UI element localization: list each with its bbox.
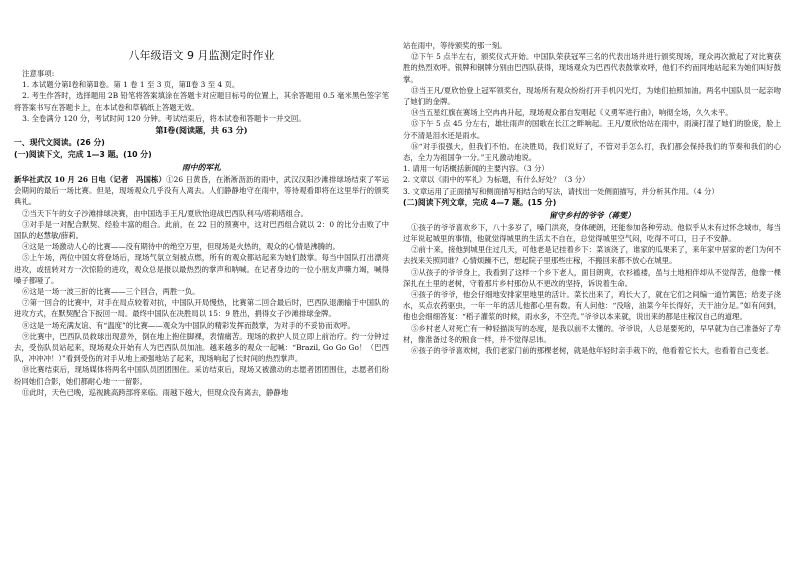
article-2-title: 留守乡村的爷爷（蒋雯） [549, 210, 635, 220]
dateline: 新华社武汉 10 月 26 日电（记者 冯国栋） [14, 175, 167, 185]
paragraph-11: ⑪此时，天色已晚，巡视跳高跨部将来临。雨越下越大，但现众没有离去，静静地 [22, 387, 289, 397]
notice-item-1: 1. 本试题分第Ⅰ卷和第Ⅱ卷。第 1 卷 1 至 3 页，第Ⅱ卷 3 至 4 页。 [22, 80, 240, 90]
article-2-paragraph-6: ⑥孩子的爷爷喜欢树，我们老家门前的那棵老树，就是他年轻时亲手栽下的，他看着它长大，也看着自己变老。 [411, 346, 774, 356]
paragraph-9: ⑨比赛中，巴西队员救球出现意外，倒在地上抱住脚裸，表情痛苦。现场的救护人员立即上前治疗。约一分钟过去，受伤队员站起来，现场观众开始有人为巴西队员加油。越来越多的观众一起喊：“Brazil, Go Go Go！（巴西队，冲冲冲！）”看到受伤的对手从地上顽强地站了起来，现场响起了长时间的热烈掌声。 [14, 331, 389, 364]
notice-title: 注意事项: [22, 69, 55, 78]
section-1-heading: 一、现代文阅读。(26 分) [14, 138, 105, 148]
notice-item-2: 2. 考生作答时，选择题用 2B 铅笔将答案填涂在答题卡对应题目标号的位置上，其余答题用 0.5 毫米黑色签字笔将答案书写在答题卡上，在本试卷和草稿纸上答题无效。 [14, 91, 389, 112]
paragraph-2: ②当天下午的女子沙滩排球决赛，由中国选手王凡/夏欣怡迎战巴西队利马/塔莉塔组合。 [22, 208, 308, 218]
paragraph-15: ⑮下午 5 点 45 分左右，雄壮雨声的国歌在长江之畔响起。王凡/夏欣怡站在雨中，雨滴打湿了她们的脸庞，脸上分不清是泪水还是雨水。 [403, 119, 781, 140]
paragraph-7: ⑦第一回合的比赛中，对手在局点较着对抗，中国队开局慢热，比赛第二回合最后时，巴西队退潮输于中国队的进攻方式，在默契配合下扳回一局。最终中国队在决胜局以 15：9 胜出，捐得女子沙滩排球金牌。 [14, 298, 389, 319]
notice-item-3: 3. 全卷满分 120 分，考试时间 120 分钟。考试结束后，将本试卷和答题卡一并交回。 [22, 113, 306, 123]
article-2-paragraph-1: ①孩子的爷爷喜欢乡下，八十多岁了，嗓门洪亮，身体硬朗，还能参加各种劳动。他似乎从未有过怀念城市，每当过年说起城里的事情，他就觉得城里的生活太不自在，总觉得城里空气闷，吃得不可口，日子不安静。 [403, 222, 781, 244]
paragraph-14: ⑭当五星红旗在赛场上空冉冉升起，现场观众都自发唱起《义勇军进行曲》，响彻全场，久久未平。 [411, 108, 733, 118]
article-1-title: 雨中的军礼 [182, 163, 221, 173]
page-title: 八年级语文 9 月监测定时作业 [128, 49, 275, 62]
left-column [14, 0, 389, 561]
right-column [403, 0, 781, 561]
part1-title: 第Ⅰ卷(阅读题，共 63 分) [155, 125, 248, 136]
paragraph-16: ⑯“对手很强大，但我们不怕。在决胜局，我们说好了，不管对手怎么打，我们都会保持我们的节奏和我们的心态，全力为祖国争一分。”王凡激动地说。 [403, 141, 781, 163]
paragraph-4: ④这是一场激动人心的比赛——没有期待中的绝空万里，但现场是火热的，观众的心情是沸腾的。 [22, 242, 340, 252]
question-1: 1. 请用一句话概括新闻的主要内容。（3 分） [403, 164, 549, 174]
paragraph-12: ⑫下午 5 点半左右，颁奖仪式开始。中国队荣获冠军三名的代表出场并进行颁奖现场，现众再次掀起了对比赛获胜的热烈欢呼。银牌和铜牌分别由巴西队获得，现场观众为巴西代表鼓掌欢呼，他们不约而同地站起来为她们叫好鼓掌。 [403, 52, 781, 84]
question-2: 2. 文章以《雨中的军礼》为标题，有什么好处？（3 分） [403, 175, 590, 185]
article-2-paragraph-4: ④孩子的爷爷，他会仔细地安排家里地里的活计。菜长出来了，鸡长大了，就在它们之间编一道竹篱笆；给麦子浇水，买点农药驱虫，一年一年的活儿他都心里有数。有人问他：“没啥，油菜今年长得好，天干油分足。”如有问到，他也会细细答复：“稻子灌浆的时候，雨水多，不空壳。”爷爷以本来就，说出来的都是庄稼汉自己的道理。 [403, 290, 781, 322]
paragraph-8: ⑧这是一场充满友谊、有“温度”的比赛——观众为中国队的精彩发挥而鼓掌，为对手的不妥协而欢呼。 [22, 320, 355, 330]
article-2-paragraph-2: ②前十来，接他到城里住过几天，可他老是记挂着乡下：菜该浇了，谁家的瓜果来了，来年家中居家的老门为何不去找来关照同谁？心情烦躁不已，想起院子里那些庄稼，不搬回来都不放心在城里。 [403, 245, 781, 266]
paragraph-10: ⑩比赛结束后，现场媒体将两名中国队员团团围住。采访结束后，现场又被激动的志愿者团团围住，志愿者们纷纷同她们合影，她们都耐心地一一留影。 [14, 365, 389, 386]
paragraph-11-cont: 站在雨中，等待颁奖的那一刻。 [403, 41, 507, 50]
subsection-2-heading: (二)阅读下列文章，完成 4—7 题。(15 分) [403, 197, 557, 207]
paragraph-13: ⑬当王凡/夏欣怡登上冠军领奖台，现场所有观众纷纷打开手机闪光灯，为她们拍照加油。两名中国队员一起亲吻了她们的金牌。 [403, 85, 781, 107]
question-3: 3. 文章运用了正面描写和侧面描写相结合的写法，请找出一处侧面描写，并分析其作用。（4 分） [403, 186, 719, 196]
article-2-paragraph-5: ⑤乡村老人对死亡有一种轻描淡写的态度，是我以前不太懂的。爷爷说，人总是要死的，早早就为自己准备好了寿材，像准备过冬的粮食一样，并不觉得忌讳。 [403, 323, 781, 344]
article-2-paragraph-3: ③从孩子的爷爷身上，我看到了这样一个乡下老人，面目朗爽，衣衫褴褛，虽与土地相伴却从不觉得苦，他像一棵深扎在土里的老树，守着那片乡村那份从不更改的坚持，诉说着生命。 [403, 267, 781, 288]
paragraph-1: ①26 日黄昏，在淅淅沥沥的雨中，武汉汉阳沙滩排球场结束了军运会期间的最后一场比赛。但是，现场观众几乎没有人离去。人们静静地守在雨中，等待观看即将在这里举行的颁奖典礼。 [14, 175, 389, 207]
paragraph-6: ⑥这是一场一波三折的比赛——三个回合，两胜一负。 [22, 287, 200, 297]
paragraph-5: ⑤上午场，两位中国女将登场后，现场气氛立刻被点燃，所有的观众都站起来为她们鼓掌。每当中国队打出漂亮进攻，或扭转对方一次惊险的进攻，观众总是报以最热烈的掌声和呐喊。在记者身边的一位小朋友声嘶力竭，喊得嗓子都哑了。 [14, 253, 389, 285]
subsection-1-heading: (一)阅读下文，完成 1—3 题。(10 分) [14, 150, 152, 160]
paragraph-3: ③对手是一对配合默契、经验丰富的组合。此前，在 22 日的预赛中，这对巴西组合就以 2：0 的比分击败了中国队的赵慧敏/薛莉。 [14, 219, 389, 241]
